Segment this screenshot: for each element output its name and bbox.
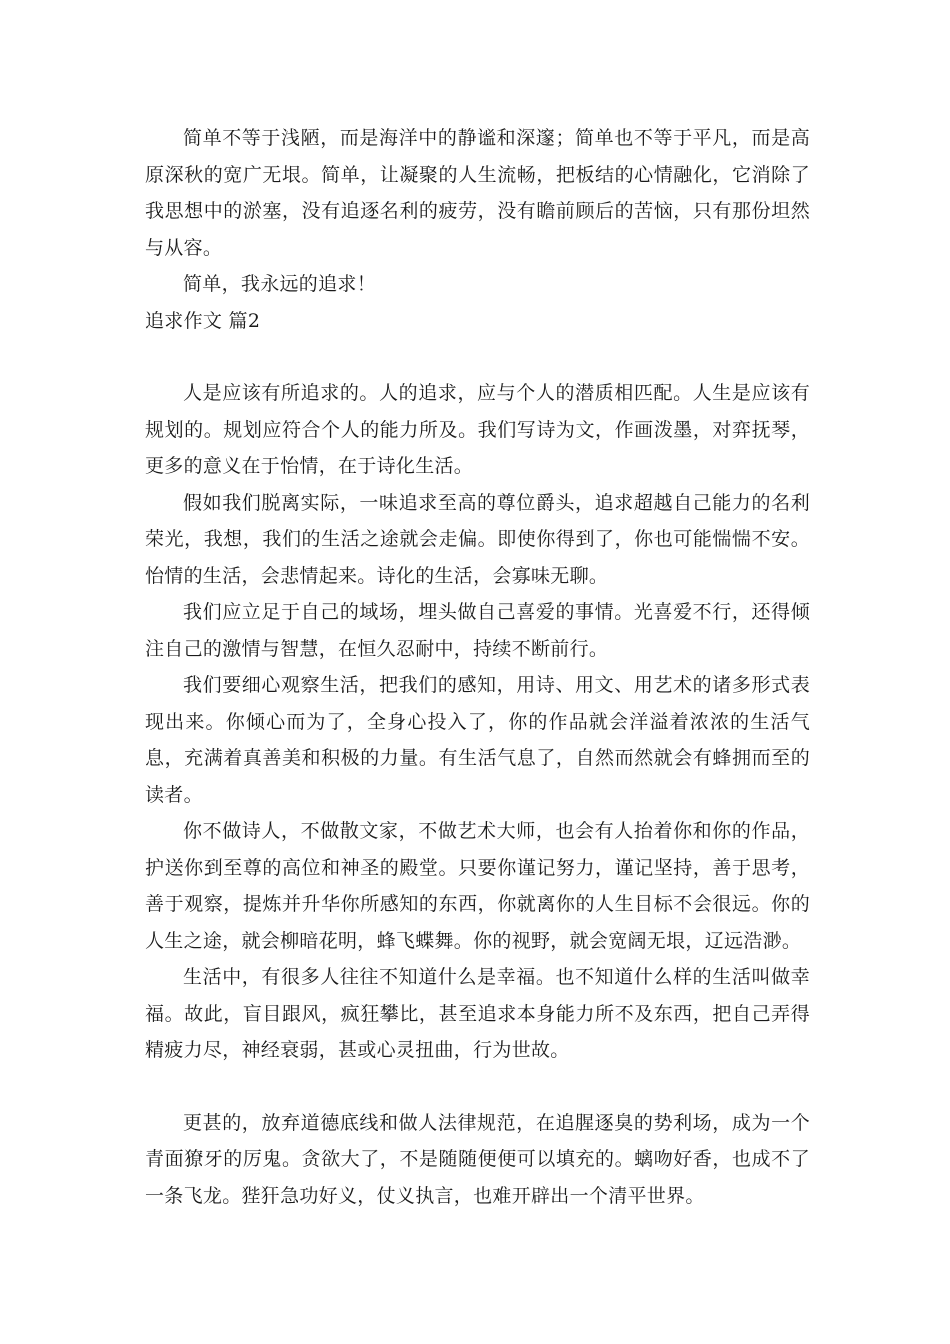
paragraph: 生活中，有很多人往往不知道什么是幸福。也不知道什么样的生活叫做幸福。故此，盲目跟风，疯狂攀比，甚至追求本身能力所不及东西，把自己弄得精疲力尽，神经衰弱，甚或心灵扭曲，行为世故。: [145, 966, 810, 1061]
spacer: [145, 339, 810, 375]
section-heading: 追求作文 篇2: [145, 309, 261, 332]
spacer: [145, 1069, 810, 1105]
paragraph: 我们要细心观察生活，把我们的感知，用诗、用文、用艺术的诸多形式表现出来。你倾心而为了，全身心投入了，你的作品就会洋溢着浓浓的生活气息，充满着真善美和积极的力量。有生活气息了，自然而然就会有蜂拥而至的读者。: [145, 674, 810, 806]
paragraph: 假如我们脱离实际，一味追求至高的尊位爵头，追求超越自己能力的名利荣光，我想，我们的生活之途就会走偏。即使你得到了，你也可能惴惴不安。怡情的生活，会悲情起来。诗化的生活，会寡味无聊。: [145, 491, 810, 587]
paragraph: 人是应该有所追求的。人的追求，应与个人的潜质相匹配。人生是应该有规划的。规划应符合个人的能力所及。我们写诗为文，作画泼墨，对弈抚琴，更多的意义在于怡情，在于诗化生活。: [145, 382, 810, 477]
paragraph: 更甚的，放弃道德底线和做人法律规范，在追腥逐臭的势利场，成为一个青面獠牙的厉鬼。贪欲大了，不是随随便便可以填充的。螭吻好香，也成不了一条飞龙。狴犴急功好义，仗义执言，也难开辟出一个清平世界。: [145, 1111, 810, 1207]
document-body: [145, 120, 810, 1214]
paragraph: 你不做诗人，不做散文家，不做艺术大师，也会有人抬着你和你的作品，护送你到至尊的高位和神圣的殿堂。只要你谨记努力，谨记坚持，善于思考，善于观察，提炼并升华你所感知的东西，你就离你的人生目标不会很远。你的人生之途，就会柳暗花明，蜂飞蝶舞。你的视野，就会宽阔无垠，辽远浩渺。: [145, 820, 810, 952]
paragraph: 简单，我永远的追求！: [183, 273, 377, 295]
paragraph: 我们应立足于自己的域场，埋头做自己喜爱的事情。光喜爱不行，还得倾注自己的激情与智慧，在恒久忍耐中，持续不断前行。: [145, 601, 810, 660]
paragraph: 简单不等于浅陋，而是海洋中的静谧和深邃；简单也不等于平凡，而是高原深秋的宽广无垠。简单，让凝聚的人生流畅，把板结的心情融化，它消除了我思想中的淤塞，没有追逐名利的疲劳，没有瞻前顾后的苦恼，只有那份坦然与从容。: [145, 127, 810, 259]
